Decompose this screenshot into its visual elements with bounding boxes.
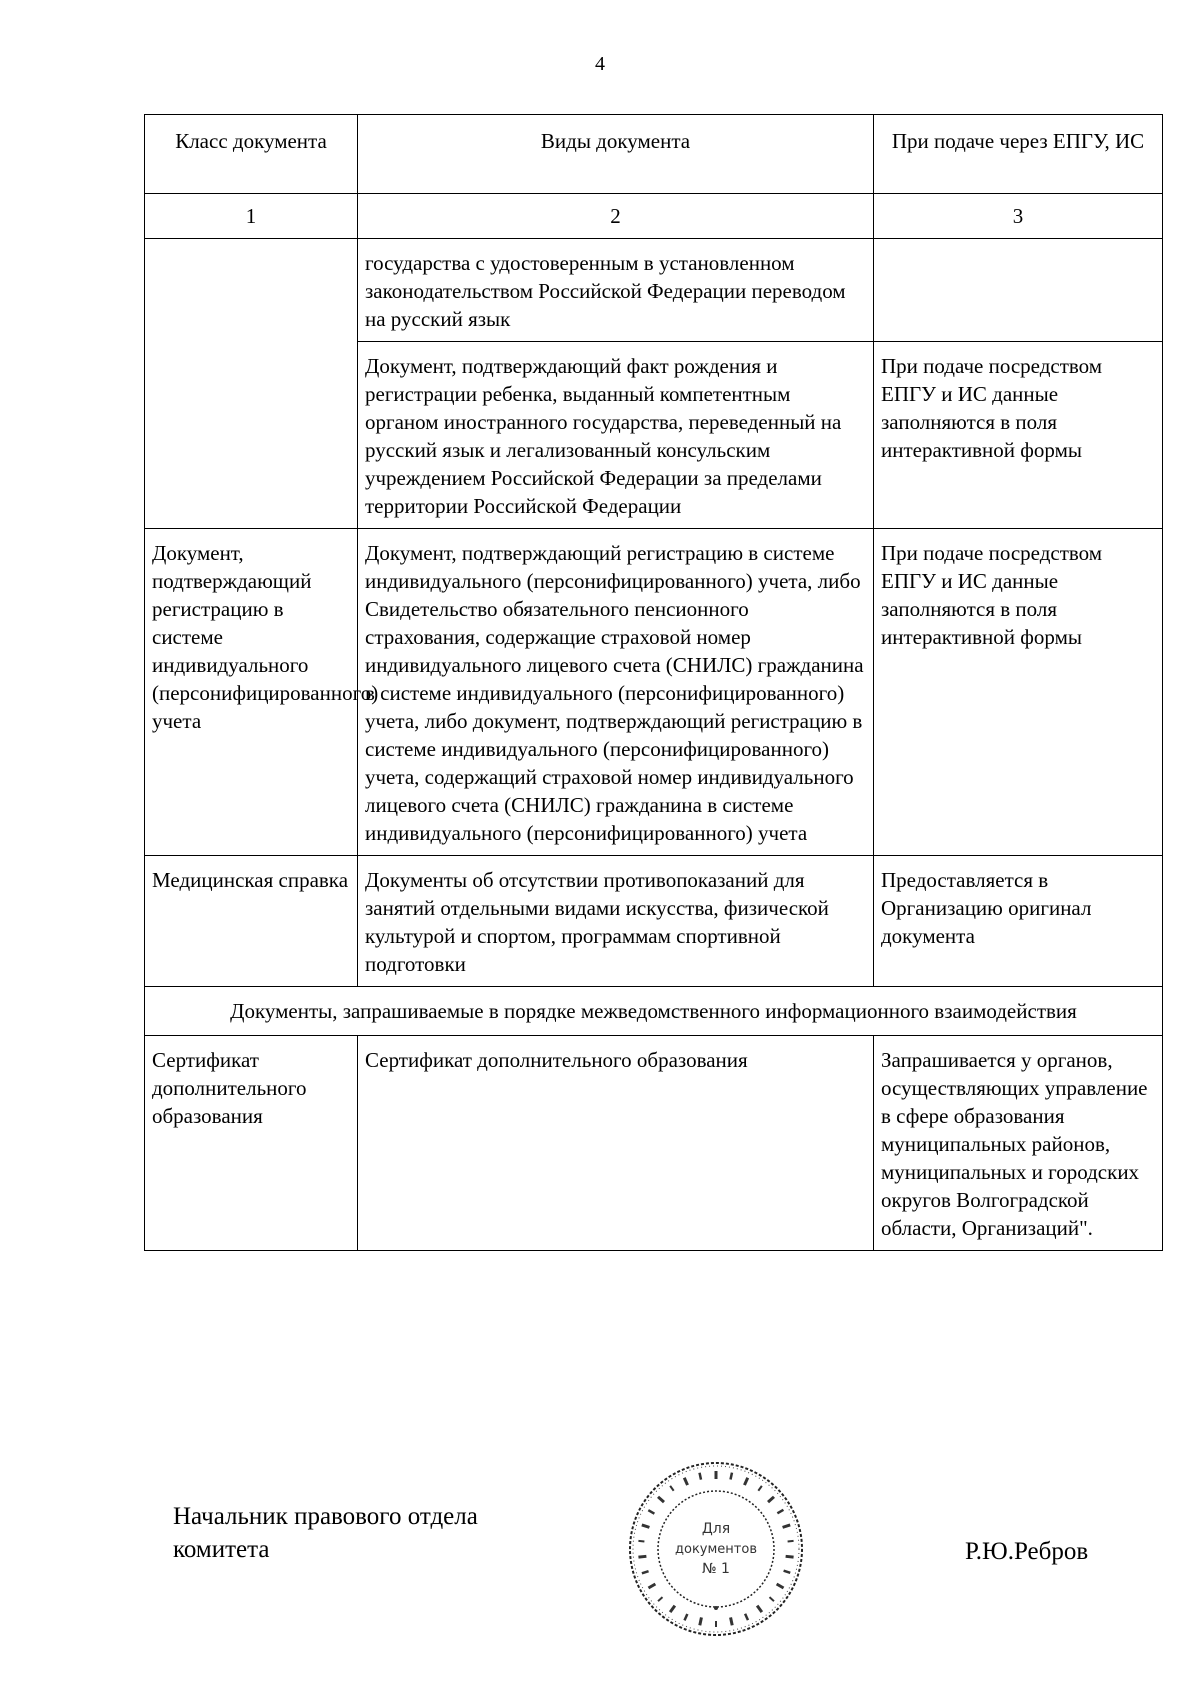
seal-text-line3: № 1 (702, 1561, 730, 1577)
header-submission: При подаче через ЕПГУ, ИС (874, 115, 1163, 194)
header-class: Класс документа (145, 115, 358, 194)
cell-submission (874, 239, 1163, 342)
table-row (145, 1036, 1163, 1251)
signer-name: Р.Ю.Ребров (965, 1538, 1089, 1565)
signature-position: Начальник правового отдела комитета (173, 1503, 478, 1563)
cell-kind: Документы об отсутствии противопоказаний для занятий отдельными видами искусства, физической культурой и спортом, программам спортивной подготовки (358, 856, 874, 987)
column-number-1: 1 (145, 194, 358, 239)
cell-class: Медицинская справка (145, 856, 358, 987)
cell-submission: Предоставляется в Организацию оригинал документа (874, 856, 1163, 987)
seal-text-line2: документов (675, 1542, 757, 1557)
cell-submission: При подаче посредством ЕПГУ и ИС данные заполняются в поля интерактивной формы (874, 529, 1163, 856)
table-row (145, 529, 1163, 856)
cell-submission: При подаче посредством ЕПГУ и ИС данные заполняются в поля интерактивной формы (874, 342, 1163, 529)
column-number-3: 3 (874, 194, 1163, 239)
cell-kind: Документ, подтверждающий факт рождения и регистрации ребенка, выданный компетентным органом иностранного государства, переведенный на русский язык и легализованный консульским учреждением Российской Федерации за пределами территории Российской Федерации (358, 342, 874, 529)
seal-stamp (625, 1458, 807, 1640)
seal-text-line1: Для (701, 1521, 731, 1537)
cell-kind: государства с удостоверенным в установленном законодательством Российской Федерации переводом на русский язык (358, 239, 874, 342)
table-row (145, 239, 1163, 342)
cell-class (145, 239, 358, 529)
cell-kind: Сертификат дополнительного образования (358, 1036, 874, 1251)
cell-class: Сертификат дополнительного образования (145, 1036, 358, 1251)
page-number: 4 (595, 53, 605, 75)
cell-kind: Документ, подтверждающий регистрацию в системе индивидуального (персонифицированного) учета, либо Свидетельство обязательного пенсионного страхования, содержащие страховой номер индивидуального лицевого счета (СНИЛС) гражданина в системе индивидуального (персонифицированного) учета, либо документ, подтверждающий регистрацию в системе индивидуального (персонифицированного) учета, содержащий страховой номер индивидуального лицевого счета (СНИЛС) гражданина в системе индивидуального (персонифицированного) учета (358, 529, 874, 856)
cell-class: Документ, подтверждающий регистрацию в системе индивидуального (персонифицированного) учета (145, 529, 358, 856)
table-row (145, 856, 1163, 987)
column-numbers-row (145, 194, 1163, 239)
seal-star-bottom (714, 1606, 718, 1610)
column-number-2: 2 (358, 194, 874, 239)
section-header-row (145, 987, 1163, 1036)
cell-submission: Запрашивается у органов, осуществляющих управление в сфере образования муниципальных районов, муниципальных и городских округов Волгоградской области, Организаций". (874, 1036, 1163, 1251)
documents-table (144, 114, 1163, 1251)
header-kind: Виды документа (358, 115, 874, 194)
section-title: Документы, запрашиваемые в порядке межведомственного информационного взаимодействия (145, 987, 1163, 1036)
table-header-row (145, 115, 1163, 194)
